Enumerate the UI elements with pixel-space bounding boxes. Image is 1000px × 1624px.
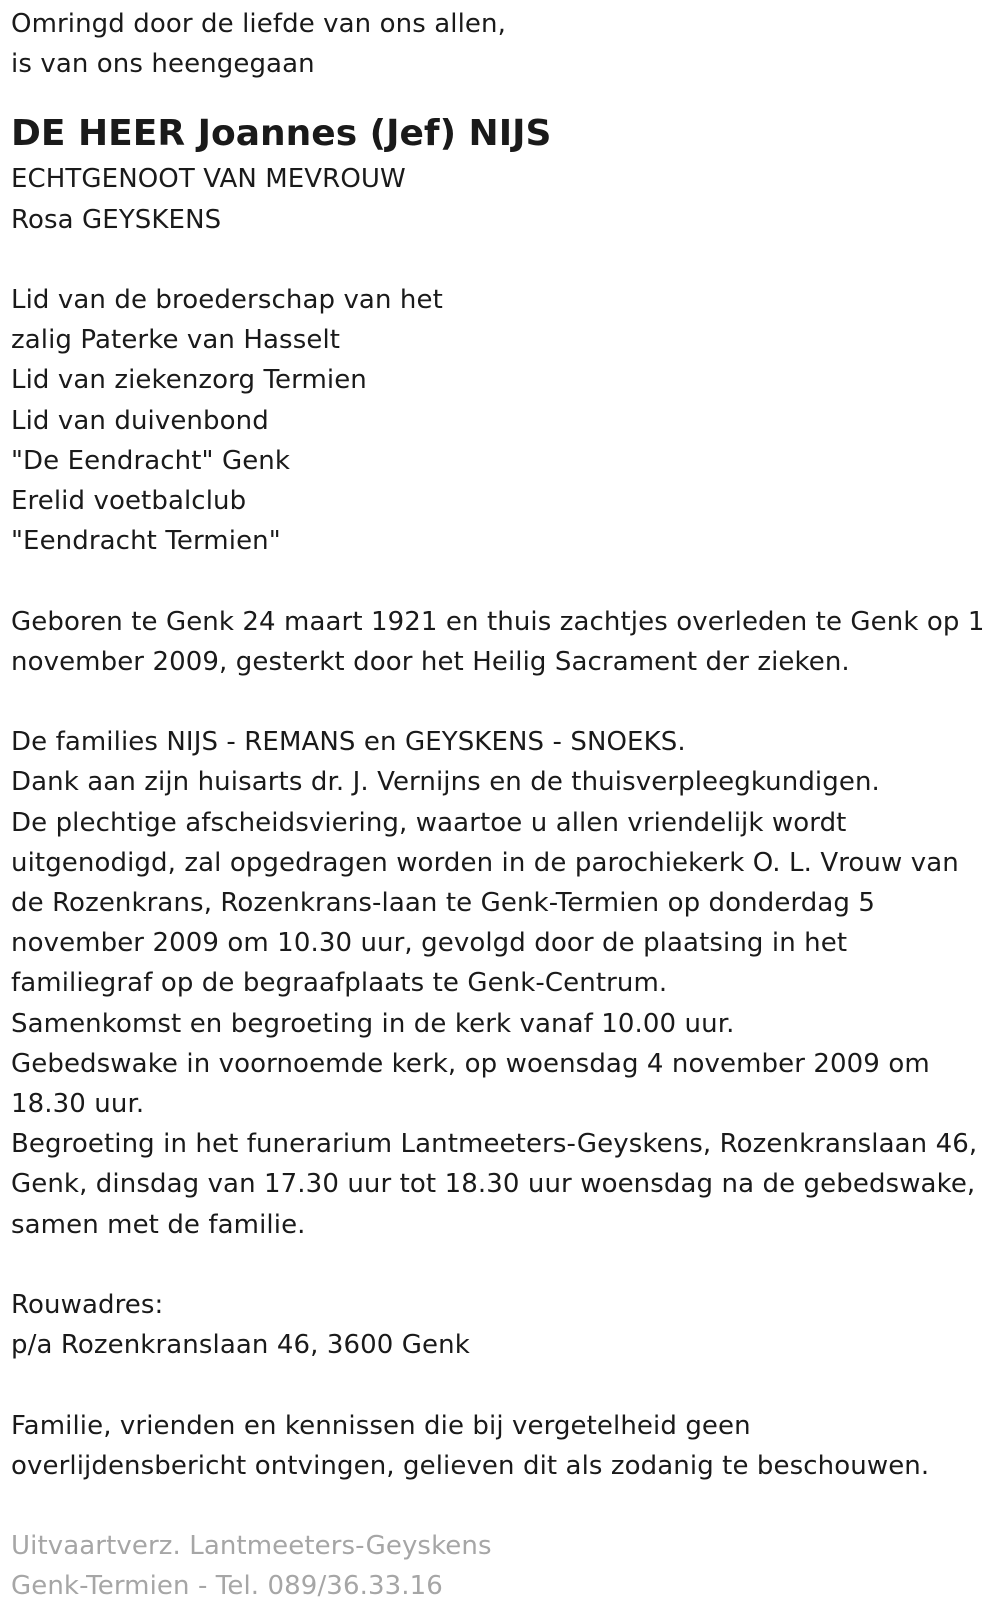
- details-line: de Rozenkrans, Rozenkrans-laan te Genk-Termien op donderdag 5: [11, 888, 876, 919]
- memberships-block: [11, 280, 996, 561]
- details-line: november 2009 om 10.30 uur, gevolgd door de plaatsing in het: [11, 928, 848, 959]
- details-line: samen met de familie.: [11, 1209, 306, 1240]
- deceased-title: [11, 109, 996, 159]
- funeral-home-footer: [11, 1526, 996, 1606]
- footer-line: Genk-Termien - Tel. 089/36.33.16: [11, 1571, 443, 1602]
- intro-block: [11, 4, 996, 84]
- birth-death-line: Geboren te Genk 24 maart 1921 en thuis zachtjes overleden te Genk op 1: [11, 606, 985, 637]
- membership-line: Lid van de broederschap van het: [11, 285, 443, 315]
- intro-line: is van ons heengegaan: [11, 49, 315, 80]
- intro-line: Omringd door de liefde van ons allen,: [11, 9, 506, 39]
- birth-death-line: november 2009, gesterkt door het Heilig Sacrament der zieken.: [11, 646, 850, 677]
- details-line: De plechtige afscheidsviering, waartoe u allen vriendelijk wordt: [11, 807, 847, 838]
- details-line: uitgenodigd, zal opgedragen worden in de parochiekerk O. L. Vrouw van: [11, 847, 959, 878]
- deceased-name: Joannes (Jef) NIJS: [197, 113, 552, 155]
- obituary-notice: [11, 4, 996, 1607]
- details-block: [11, 722, 996, 1245]
- membership-line: "De Eendracht" Genk: [11, 445, 291, 476]
- details-line: Gebedswake in voornoemde kerk, op woensdag 4 november 2009 om: [11, 1048, 930, 1079]
- details-line: Begroeting in het funerarium Lantmeeters-Geyskens, Rozenkranslaan 46,: [11, 1129, 978, 1160]
- details-line: De families NIJS - REMANS en GEYSKENS - SNOEKS.: [11, 727, 686, 758]
- membership-line: Erelid voetbalclub: [11, 486, 247, 517]
- notice-block: [11, 1406, 996, 1486]
- notice-line: Familie, vrienden en kennissen die bij vergetelheid geen: [11, 1410, 751, 1441]
- membership-line: "Eendracht Termien": [11, 526, 281, 557]
- membership-line: Lid van ziekenzorg Termien: [11, 365, 367, 396]
- details-line: 18.30 uur.: [11, 1089, 145, 1120]
- spouse-line: ECHTGENOOT VAN MEVROUW: [11, 164, 406, 195]
- notice-line: overlijdensbericht ontvingen, gelieven dit als zodanig te beschouwen.: [11, 1450, 930, 1481]
- footer-line: Uitvaartverz. Lantmeeters-Geyskens: [11, 1531, 492, 1562]
- address-value: p/a Rozenkranslaan 46, 3600 Genk: [11, 1330, 470, 1361]
- birth-death-block: [11, 602, 996, 682]
- spouse-block: [11, 159, 996, 239]
- address-block: [11, 1285, 996, 1365]
- membership-line: Lid van duivenbond: [11, 405, 269, 436]
- spouse-name: Rosa GEYSKENS: [11, 204, 222, 235]
- title-prefix: DE HEER: [11, 113, 186, 155]
- membership-line: zalig Paterke van Hasselt: [11, 325, 341, 356]
- address-label: Rouwadres:: [11, 1290, 164, 1321]
- details-line: Dank aan zijn huisarts dr. J. Vernijns en de thuisverpleegkundigen.: [11, 767, 880, 798]
- details-line: familiegraf op de begraafplaats te Genk-Centrum.: [11, 968, 668, 999]
- details-line: Samenkomst en begroeting in de kerk vanaf 10.00 uur.: [11, 1008, 735, 1039]
- details-line: Genk, dinsdag van 17.30 uur tot 18.30 uur woensdag na de gebedswake,: [11, 1169, 976, 1200]
